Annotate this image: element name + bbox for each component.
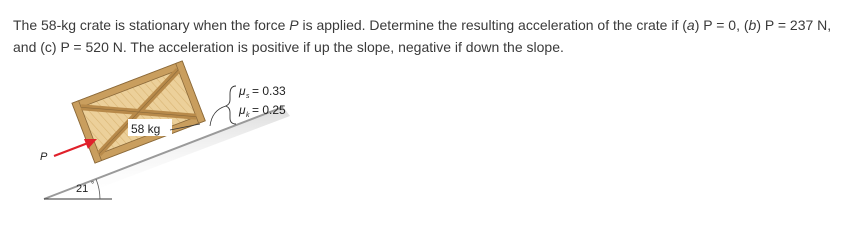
friction-brace: [226, 86, 236, 124]
problem-text-1a: The 58-kg crate is stationary when the force: [13, 17, 290, 33]
angle-degree: °: [91, 180, 95, 189]
problem-text-b: b: [748, 17, 757, 33]
mu-s-symbol: μ: [239, 84, 246, 98]
force-arrow-shaft: [54, 143, 88, 156]
mu-k-symbol: μ: [239, 103, 246, 117]
problem-text-1c: ) P = 0, (: [694, 17, 749, 33]
problem-text-1d: ) P = 237 N,: [756, 17, 832, 33]
problem-text-1b: is applied. Determine the resulting acceleration of the crate if (: [298, 17, 687, 33]
mu-k-value: = 0.25: [252, 103, 286, 117]
mu-k-subscript: k: [246, 112, 250, 119]
mu-s-value: = 0.33: [252, 84, 286, 98]
friction-leader: [210, 106, 226, 126]
problem-text-2: and (c) P = 520 N. The acceleration is positive if up the slope, negative if down the slope.: [13, 39, 564, 55]
mu-s-subscript: s: [246, 93, 250, 100]
mass-label: 58 kg: [131, 122, 161, 136]
problem-text-p: P: [289, 17, 299, 33]
force-label: P: [40, 151, 48, 163]
angle-label: 21: [76, 183, 89, 195]
problem-text-a: a: [686, 17, 695, 33]
